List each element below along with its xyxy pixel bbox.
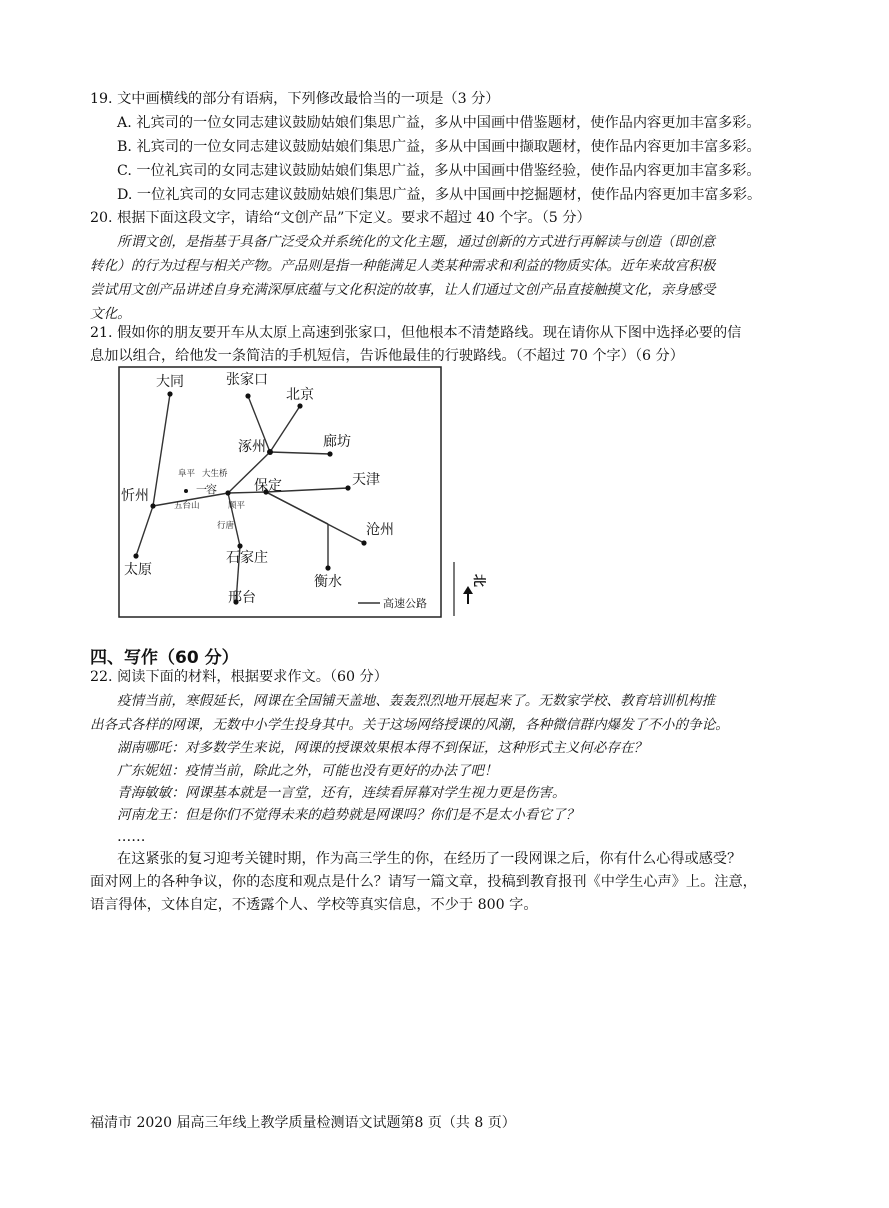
q20-passage-line: 文化。 [90, 306, 131, 322]
highway-map [118, 366, 498, 618]
q22-material-line: 疫情当前，寒假延长，网课在全国铺天盖地、轰轰烈烈地开展起来了。无数家学校、教育培训机构推 [117, 693, 716, 709]
city-label-datong: 大同 [156, 374, 184, 390]
place-label-tang: 行唐 [217, 521, 235, 531]
q21-stem-line: 21. 假如你的朋友要开车从太原上高速到张家口，但他根本不清楚路线。现在请你从下图中选择必要的信 [90, 325, 742, 341]
section-title: 四、写作（60 分） [90, 648, 239, 668]
north-label: 北 [471, 574, 486, 588]
city-label-xinzhou: 忻州 [121, 488, 149, 504]
q22-quote: 广东妮妞：疫情当前，除此之外，可能也没有更好的办法了吧！ [117, 763, 498, 779]
city-label-langfang: 廊坊 [323, 434, 351, 450]
q19-option-d: D. 一位礼宾司的女同志建议鼓励姑娘们集思广益，多从中国画中挖掘题材，使作品内容更加丰富多彩。 [117, 187, 762, 203]
city-dots [133, 391, 366, 604]
q20-passage-line: 所谓文创，是指基于具备广泛受众并系统化的文化主题，通过创新的方式进行再解读与创造（即创意 [117, 234, 716, 250]
q19-stem: 19. 文中画横线的部分有语病，下列修改最恰当的一项是（3 分） [90, 91, 500, 107]
q20-passage-line: 转化）的行为过程与相关产物。产品则是指一种能满足人类某种需求和利益的物质实体。近年来故宫积极 [90, 258, 716, 274]
city-label-zhuozhou: 涿州 [238, 439, 266, 455]
legend-label: 高速公路 [383, 597, 427, 610]
q22-quote: 河南龙王：但是你们不觉得未来的趋势就是网课吗？你们是不是太小看它了？ [117, 807, 580, 823]
city-label-hengshui: 衡水 [314, 574, 342, 590]
q19-option-c: C. 一位礼宾司的女同志建议鼓励姑娘们集思广益，多从中国画中借鉴经验，使作品内容更加丰富多彩。 [117, 163, 761, 179]
city-label-xingtai: 邢台 [228, 590, 256, 606]
city-label-beijing: 北京 [286, 387, 314, 403]
q19-option-a: A. 礼宾司的一位女同志建议鼓励姑娘们集思广益，多从中国画中借鉴题材，使作品内容更加丰富多彩。 [117, 115, 761, 131]
highway-lines [136, 394, 364, 602]
north-arrow-icon [463, 586, 473, 604]
q22-stem: 22. 阅读下面的材料，根据要求作文。（60 分） [90, 669, 388, 685]
q22-quote: 湖南哪吒：对多数学生来说，网课的授课效果根本得不到保证，这种形式主义何必存在？ [117, 740, 648, 756]
place-label-dashengjiu: 大生桥 [202, 469, 228, 479]
place-label-ping: 顺平 [228, 501, 246, 511]
q22-prompt-line: 在这紧张的复习迎考关键时期，作为高三学生的你，在经历了一段网课之后，你有什么心得或感受？ [117, 851, 742, 867]
city-label-zhangjiakou: 张家口 [226, 372, 268, 388]
page-footer: 福清市 2020 届高三年线上教学质量检测语文试题第8 页（共 8 页） [90, 1115, 516, 1131]
q22-prompt-line: 语言得体，文体自定，不透露个人、学校等真实信息，不少于 800 字。 [90, 897, 538, 913]
place-label-fuping: 阜平 [178, 469, 196, 479]
place-label-yi: 一 [196, 483, 207, 496]
city-label-tianjin: 天津 [352, 472, 380, 488]
q22-ellipsis: …… [117, 829, 146, 845]
place-label-rong: 容 [206, 483, 217, 496]
place-label-wutaishan: 五台山 [174, 501, 200, 511]
q22-prompt-line: 面对网上的各种争议，你的态度和观点是什么？请写一篇文章，投稿到教育报刊《中学生心声》上。注意， [90, 874, 757, 890]
q22-quote: 青海敏敏：网课基本就是一言堂，还有，连续看屏幕对学生视力更是伤害。 [117, 785, 566, 801]
q22-material-line: 出各式各样的网课，无数中小学生投身其中。关于这场网络授课的风潮，各种微信群内爆发了不小的争论。 [90, 717, 729, 733]
city-label-taiyuan: 太原 [124, 562, 152, 578]
city-label-baoding: 保定 [254, 478, 282, 494]
q20-stem: 20. 根据下面这段文字，请给“文创产品”下定义。要求不超过 40 个字。（5 分） [90, 210, 591, 226]
city-label-shijiazhuang: 石家庄 [226, 550, 268, 566]
q21-stem-line: 息加以组合，给他发一条简洁的手机短信，告诉他最佳的行驶路线。（不超过 70 个字）（6 分） [90, 348, 684, 364]
q20-passage-line: 尝试用文创产品讲述自身充满深厚底蕴与文化积淀的故事，让人们通过文创产品直接触摸文化，亲身感受 [90, 282, 716, 298]
city-label-cangzhou: 沧州 [366, 522, 394, 538]
q19-option-b: B. 礼宾司的一位女同志建议鼓励姑娘们集思广益，多从中国画中撷取题材，使作品内容更加丰富多彩。 [117, 139, 761, 155]
